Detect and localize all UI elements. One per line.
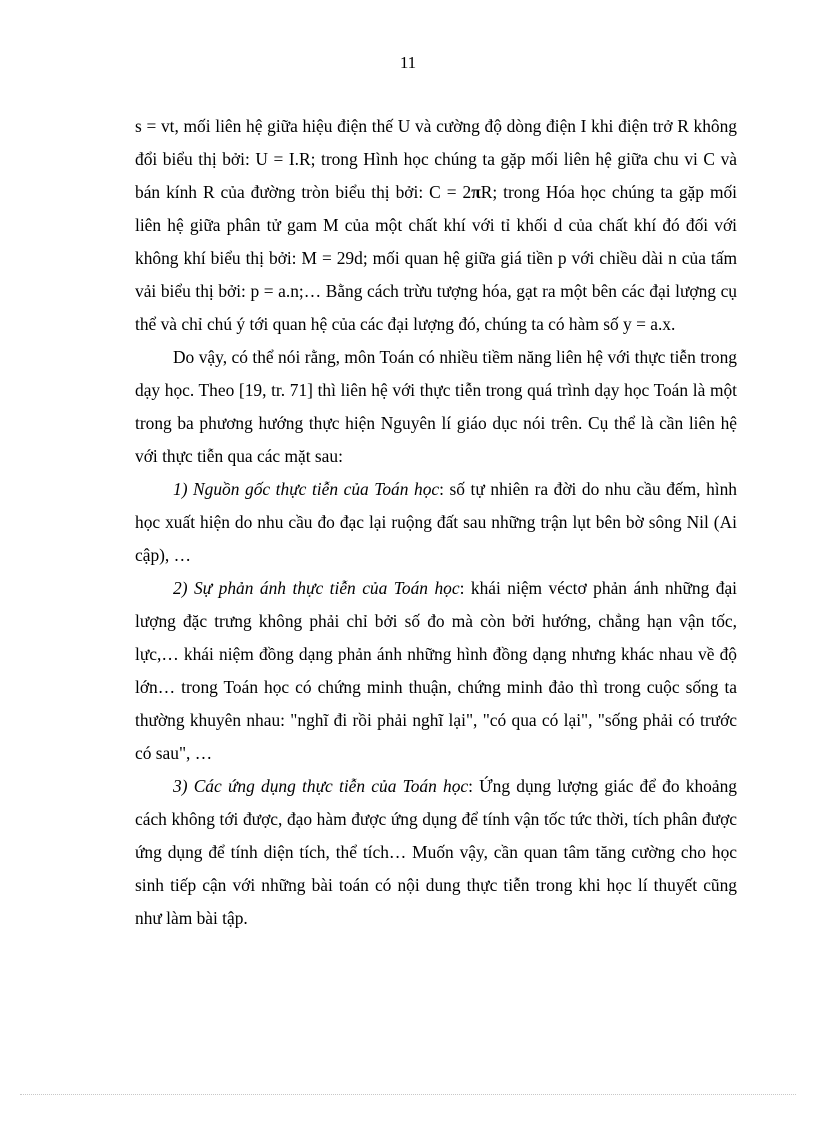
paragraph-hierarchy-examples [135,110,737,341]
paragraph-text: R; trong Hóa học chúng ta gặp mối liên hệ giữa phân tử gam M của một chất khí với tỉ khối d của chất khí đó đối với không khí biểu thị bởi: M = 29d; mối quan hệ giữa giá tiền p với chiều dài n của tấm vải biểu thị bởi: p = a.n;… Bằng cách trừu tượng hóa, gạt ra một bên các đại lượng cụ thể và chỉ chú ý tới quan hệ của các đại lượng đó, chúng ta có hàm số y = a.x. [135,182,737,334]
page-number: 11 [399,53,417,72]
list-item-text: : Ứng dụng lượng giác để đo khoảng cách không tới được, đạo hàm được ứng dụng để tính vận tốc tức thời, tích phân được ứng dụng để tính diện tích, thể tích… Muốn vậy, cần quan tâm tăng cường cho học sinh tiếp cận với những bài toán có nội dung thực tiễn trong khi học lí thuyết cũng như làm bài tập. [135,776,737,928]
document-body [135,110,737,935]
pi-symbol: π [471,182,481,202]
list-item-origin [135,473,737,572]
list-item-title: 2) Sự phản ánh thực tiễn của Toán học [173,578,460,598]
paragraph-practical-connection: Do vậy, có thể nói rằng, môn Toán có nhiều tiềm năng liên hệ với thực tiễn trong dạy học. Theo [19, tr. 71] thì liên hệ với thực tiễn trong quá trình dạy học Toán là một trong ba phương hướng thực hiện Nguyên lí giáo dục nói trên. Cụ thể là cần liên hệ với thực tiễn qua các mặt sau: [135,347,737,466]
list-item-applications [135,770,737,935]
list-item-text: : số tự nhiên ra đời do nhu cầu đếm, hình học xuất hiện do nhu cầu đo đạc lại ruộng đất sau những trận lụt bên bờ sông Nil (Ai cập), … [135,479,737,565]
page-bottom-divider [20,1094,796,1095]
list-item-title: 3) Các ứng dụng thực tiễn của Toán học [173,776,469,796]
list-item-reflection [135,572,737,770]
list-item-title: 1) Nguồn gốc thực tiễn của Toán học [173,479,440,499]
list-item-text: : khái niệm véctơ phản ánh những đại lượng đặc trưng không phải chỉ bởi số đo mà còn bởi hướng, chẳng hạn vận tốc, lực,… khái niệm đồng dạng phản ánh những hình đồng dạng nhưng khác nhau về độ lớn… trong Toán học có chứng minh thuận, chứng minh đảo thì trong cuộc sống ta thường khuyên nhau: "nghĩ đi rồi phải nghĩ lại", "có qua có lại", "sống phải có trước có sau", … [135,578,737,763]
paragraph-text: s = vt, mối liên hệ giữa hiệu điện thế U và cường độ dòng điện I khi điện trở R không đổi biểu thị bởi: U = I.R; trong Hình học chúng ta gặp mối liên hệ giữa chu vi C và bán kính R của đường tròn biểu thị bởi: C = 2 [135,116,737,202]
